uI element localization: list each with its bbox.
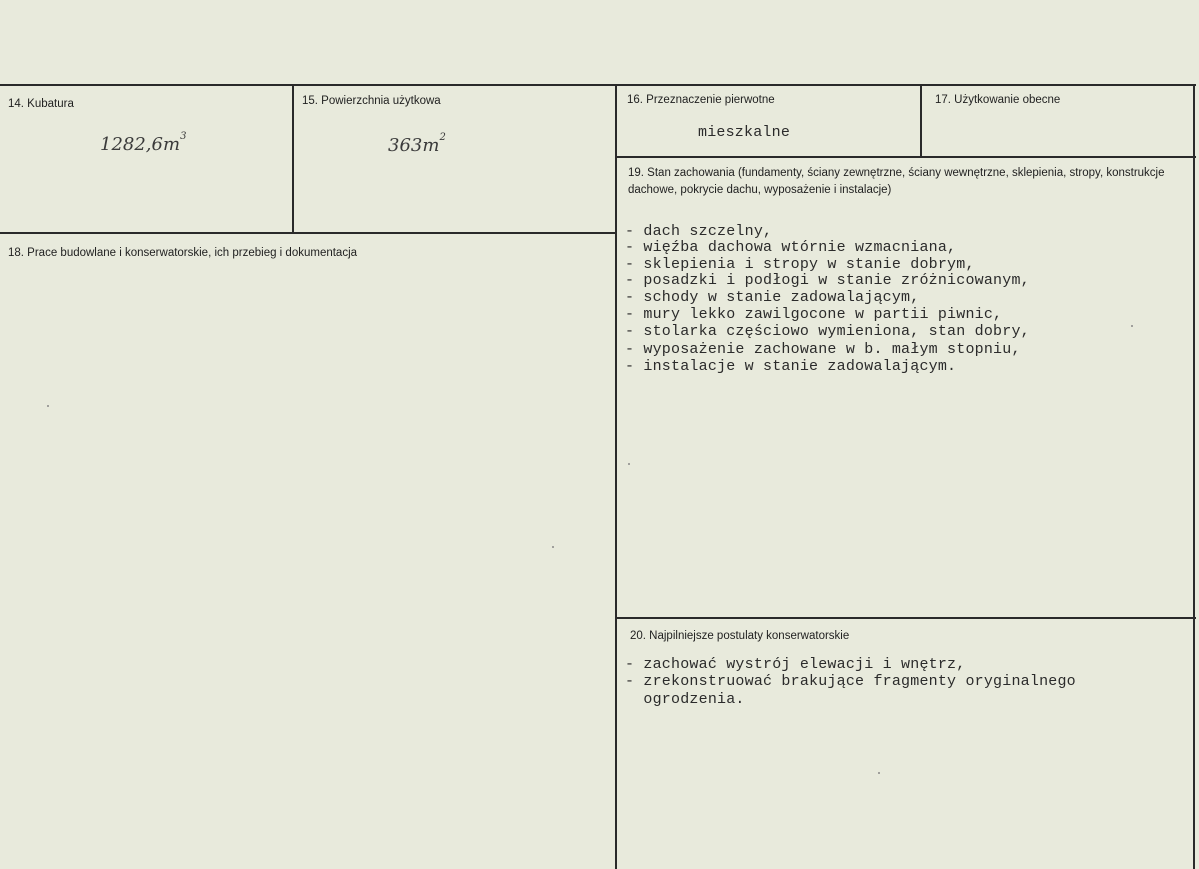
divider-top <box>0 84 1196 86</box>
field-15-number: 363 <box>388 135 423 156</box>
field-15-unit-sup: 2 <box>439 132 446 143</box>
divider-16-19 <box>617 156 1196 158</box>
field-15-label: 15. Powierzchnia użytkowa <box>302 95 441 107</box>
field-20-label: 20. Najpilniejsze postulaty konserwatorskie <box>630 630 850 642</box>
paper-speck <box>1131 325 1133 327</box>
paper-speck <box>878 772 880 774</box>
field-20-line: - zachować wystrój elewacji i wnętrz, <box>625 656 966 673</box>
divider-left-right <box>615 84 617 869</box>
field-20-line: - zrekonstruować brakujące fragmenty oryginalnego <box>625 673 1076 690</box>
field-16-label: 16. Przeznaczenie pierwotne <box>627 94 775 106</box>
field-19-line: - mury lekko zawilgocone w partii piwnic, <box>625 306 1003 323</box>
paper-speck <box>47 405 49 407</box>
divider-19-20 <box>617 617 1196 619</box>
field-19-line: - posadzki i podłogi w stanie zróżnicowanym, <box>625 272 1030 289</box>
field-14-number: 1282,6 <box>100 134 163 155</box>
field-20-line: ogrodzenia. <box>625 691 745 708</box>
paper-speck <box>628 463 630 465</box>
divider-16-17 <box>920 84 922 158</box>
field-19-line: - dach szczelny, <box>625 223 773 240</box>
field-14-label: 14. Kubatura <box>8 98 74 110</box>
field-19-label: 19. Stan zachowania (fundamenty, ściany zewnętrzne, ściany wewnętrzne, sklepienia, stropy, konstrukcje dachowe, pokrycie dachu, wyposażenie i instalacje) <box>628 167 1165 196</box>
field-18-label: 18. Prace budowlane i konserwatorskie, ich przebieg i dokumentacja <box>8 247 358 259</box>
field-19-line: - schody w stanie zadowalającym, <box>625 289 920 306</box>
field-19-line: - wyposażenie zachowane w b. małym stopniu, <box>625 341 1021 358</box>
field-19-line: - stolarka częściowo wymieniona, stan dobry, <box>625 323 1030 340</box>
field-15-value <box>388 132 446 156</box>
field-14-unit-sup: 3 <box>180 131 187 142</box>
divider-mid-left <box>0 232 617 234</box>
field-14-value <box>100 131 187 155</box>
field-19-line: - więźba dachowa wtórnie wzmacniana, <box>625 239 957 256</box>
divider-right-edge <box>1193 84 1195 869</box>
field-19-line: - sklepienia i stropy w stanie dobrym, <box>625 256 975 273</box>
field-19-line: - instalacje w stanie zadowalającym. <box>625 358 957 375</box>
field-14-unit: m <box>162 134 181 155</box>
divider-14-15 <box>292 84 294 234</box>
field-15-unit: m <box>422 135 440 156</box>
field-17-label: 17. Użytkowanie obecne <box>935 94 1061 106</box>
field-16-value: mieszkalne <box>698 124 791 141</box>
paper-speck <box>552 546 554 548</box>
